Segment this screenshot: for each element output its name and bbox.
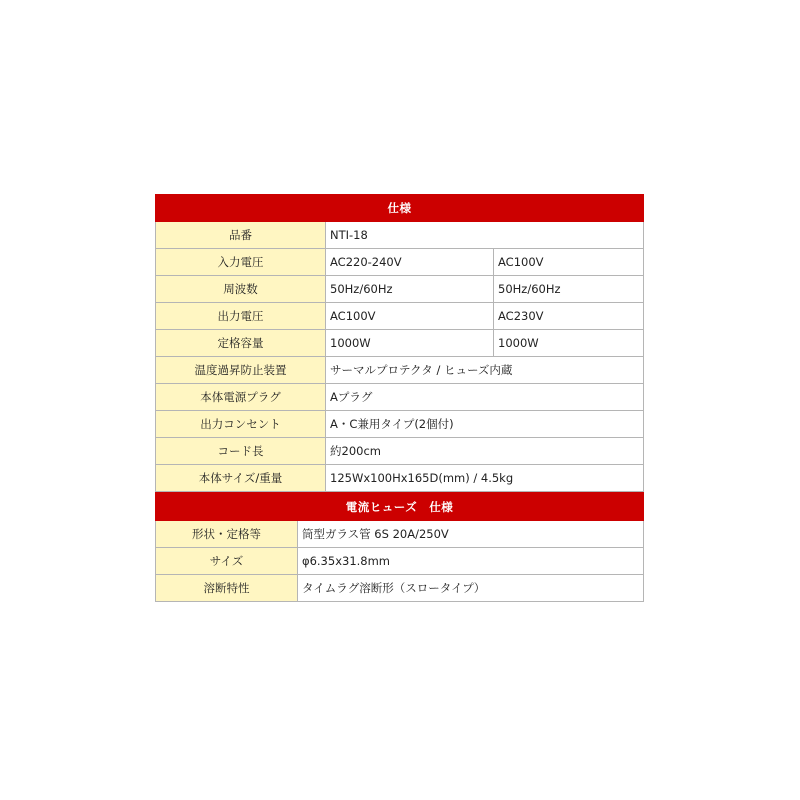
table-row: [156, 303, 644, 330]
row-value: Aプラグ: [326, 384, 644, 411]
row-label: コード長: [156, 438, 326, 465]
row-label: 本体電源プラグ: [156, 384, 326, 411]
table-row: [156, 548, 644, 575]
row-value: φ6.35x31.8mm: [298, 548, 644, 575]
table-row: [156, 330, 644, 357]
table-row: [156, 521, 644, 548]
row-label: サイズ: [156, 548, 298, 575]
table-row: [156, 438, 644, 465]
row-value: 約200cm: [326, 438, 644, 465]
row-value: NTI-18: [326, 222, 644, 249]
spec-title-row: [156, 195, 644, 222]
row-value: 50Hz/60Hz: [326, 276, 494, 303]
row-label: 品番: [156, 222, 326, 249]
row-value-2: AC100V: [494, 249, 644, 276]
table-row: [156, 465, 644, 492]
spec-title: 仕様: [156, 195, 644, 222]
table-row: [156, 384, 644, 411]
fuse-title-row: [156, 493, 644, 521]
row-value: AC220-240V: [326, 249, 494, 276]
fuse-table: [155, 492, 644, 602]
row-label: 周波数: [156, 276, 326, 303]
row-value: タイムラグ溶断形（スロータイプ）: [298, 575, 644, 602]
row-value: 125Wx100Hx165D(mm) / 4.5kg: [326, 465, 644, 492]
row-value-2: 1000W: [494, 330, 644, 357]
row-label: 出力コンセント: [156, 411, 326, 438]
table-row: [156, 222, 644, 249]
row-label: 本体サイズ/重量: [156, 465, 326, 492]
table-row: [156, 249, 644, 276]
row-value: 1000W: [326, 330, 494, 357]
table-row: [156, 357, 644, 384]
row-value-2: AC230V: [494, 303, 644, 330]
row-label: 溶断特性: [156, 575, 298, 602]
table-row: [156, 411, 644, 438]
row-value: 筒型ガラス管 6S 20A/250V: [298, 521, 644, 548]
row-value-2: 50Hz/60Hz: [494, 276, 644, 303]
row-value: AC100V: [326, 303, 494, 330]
table-row: [156, 575, 644, 602]
row-label: 定格容量: [156, 330, 326, 357]
row-label: 入力電圧: [156, 249, 326, 276]
row-label: 形状・定格等: [156, 521, 298, 548]
spec-table: [155, 194, 644, 492]
row-value: A・C兼用タイプ(2個付): [326, 411, 644, 438]
row-value: サーマルプロテクタ / ヒューズ内蔵: [326, 357, 644, 384]
spec-sheet: [155, 194, 643, 602]
fuse-title: 電流ヒューズ 仕様: [156, 493, 644, 521]
table-row: [156, 276, 644, 303]
row-label: 温度過昇防止装置: [156, 357, 326, 384]
row-label: 出力電圧: [156, 303, 326, 330]
